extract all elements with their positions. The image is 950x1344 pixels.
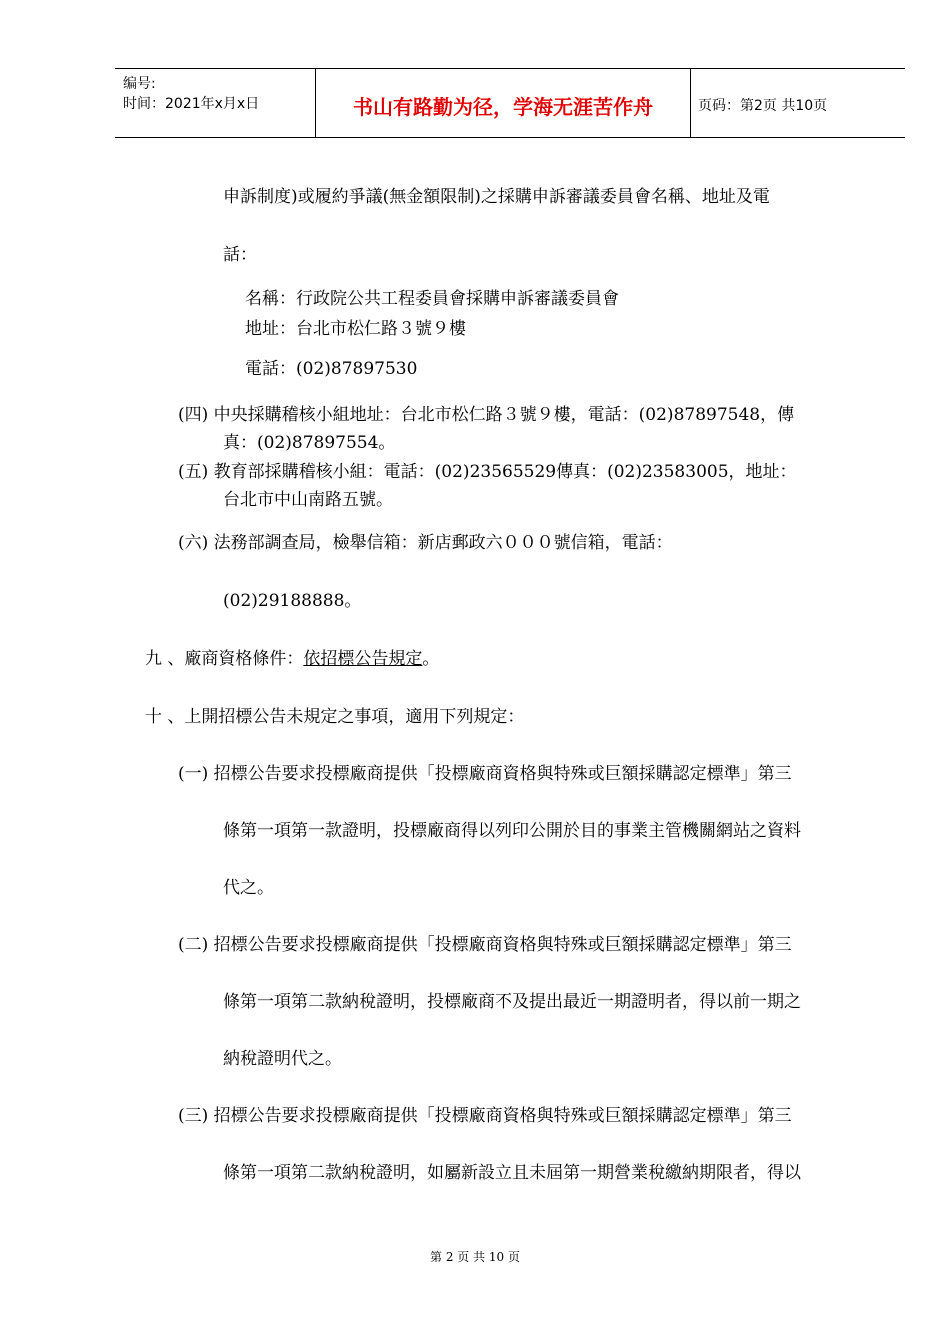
para-3: (三) 招標公告要求投標廠商提供「投標廠商資格與特殊或巨額採購認定標準」第三	[178, 1106, 792, 1126]
para-2-cont: 條第一項第二款納稅證明，投標廠商不及提出最近一期證明者，得以前一期之	[223, 992, 801, 1012]
header-page-cell	[690, 69, 905, 137]
time-label: 时间：2021年x月x日	[123, 96, 260, 112]
para-1-cont: 代之。	[223, 878, 274, 898]
page-header	[115, 68, 905, 138]
item-6-cont: (02)29188888。	[223, 591, 362, 611]
committee-phone: 電話：(02)87897530	[245, 359, 418, 379]
para-1-cont: 條第一項第一款證明，投標廠商得以列印公開於目的事業主管機關網站之資料	[223, 821, 801, 841]
section-9-end: 。	[422, 649, 440, 669]
header-motto-cell	[315, 69, 691, 137]
section-9	[145, 648, 439, 670]
item-4-cont: 真：(02)87897554。	[223, 433, 396, 453]
body-line: 申訴制度)或履約爭議(無金額限制)之採購申訴審議委員會名稱、地址及電	[223, 187, 770, 207]
committee-name: 名稱：行政院公共工程委員會採購申訴審議委員會	[245, 289, 619, 309]
body-line: 話：	[223, 245, 257, 265]
item-5-cont: 台北市中山南路五號。	[223, 490, 393, 510]
para-1: (一) 招標公告要求投標廠商提供「投標廠商資格與特殊或巨額採購認定標準」第三	[178, 764, 792, 784]
section-9-prefix: 九 、廠商資格條件：	[145, 649, 304, 669]
para-2-cont: 納稅證明代之。	[223, 1049, 342, 1069]
page-footer: 第 2 页 共 10 页	[430, 1250, 520, 1264]
para-3-cont: 條第一項第二款納稅證明，如屬新設立且未屆第一期營業稅繳納期限者，得以	[223, 1163, 801, 1183]
header-meta	[115, 69, 315, 137]
page-code: 页码：第2页 共10页	[698, 98, 828, 114]
tender-notice-link[interactable]: 依招標公告規定	[303, 649, 423, 669]
item-4: (四) 中央採購稽核小組地址：台北市松仁路３號９樓，電話：(02)87897548，傳	[178, 405, 795, 425]
number-label: 编号:	[123, 76, 156, 92]
motto: 书山有路勤为径，学海无涯苦作舟	[353, 95, 653, 119]
committee-address: 地址：台北市松仁路３號９樓	[245, 319, 466, 339]
item-5: (五) 教育部採購稽核小組：電話：(02)23565529傳真：(02)23583005，地址：	[178, 462, 797, 482]
item-6: (六) 法務部調查局，檢舉信箱：新店郵政六０００號信箱，電話：	[178, 533, 673, 553]
section-10: 十 、上開招標公告未規定之事項，適用下列規定：	[145, 707, 525, 727]
para-2: (二) 招標公告要求投標廠商提供「投標廠商資格與特殊或巨額採購認定標準」第三	[178, 935, 792, 955]
